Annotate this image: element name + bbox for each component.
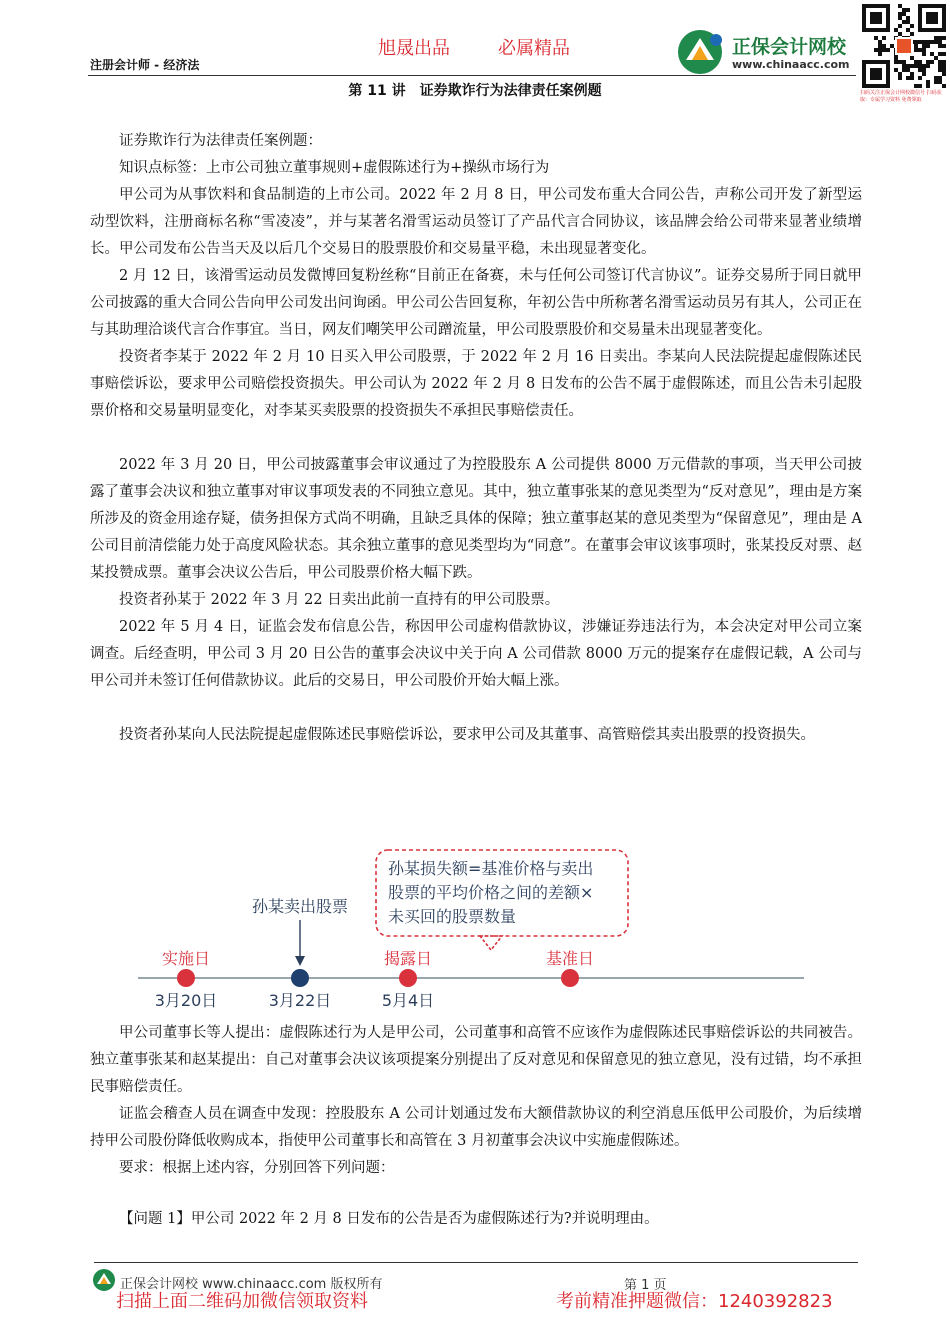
slogan-right: 必属精品 — [498, 38, 570, 59]
paragraph: 2 月 12 日，该滑雪运动员发微博回复粉丝称“目前正在备赛，未与任何公司签订代言协议”。证券交易所于同日就甲公司披露的重大合同公告向甲公司发出问询函。甲公司公告回复称，年初公告中所称著名滑雪运动员另有其人，公司正在与其助理洽谈代言合作事宜。当日，网友们嘲笑甲公司蹭流量，甲公司股票股价和交易量未出现显著变化。 — [90, 268, 862, 338]
formula-pointer-icon — [480, 936, 502, 950]
paragraph: 甲公司董事长等人提出：虚假陈述行为人是甲公司，公司董事和高管不应该作为虚假陈述民事赔偿诉讼的共同被告。独立董事张某和赵某提出：自己对董事会决议该项提案分别提出了反对意见和保留意见的独立意见，没有过错，均不承担民事赔偿责任。 — [90, 1025, 862, 1095]
paragraph: 投资者孙某于 2022 年 3 月 22 日卖出此前一直持有的甲公司股票。 — [119, 592, 560, 608]
paragraph: 知识点标签：上市公司独立董事规则+虚假陈述行为+操纵市场行为 — [119, 160, 550, 176]
paragraph: 证监会稽查人员在调查中发现：控股股东 A 公司计划通过发布大额借款协议的利空消息压低甲公司股价，为后续增持甲公司股份降低收购成本，指使甲公司董事长和高管在 3 月初董事会决议中实施虚假陈述。 — [90, 1106, 862, 1149]
sell-label: 孙某卖出股票 — [251, 897, 349, 916]
timeline-point-label: 揭露日 — [383, 949, 433, 968]
promo-right[interactable]: 考前精准押题微信：1240392823 — [556, 1291, 833, 1312]
case-text — [90, 128, 862, 749]
lecture-title: 第 11 讲 证券欺诈行为法律责任案例题 — [348, 83, 602, 99]
formula-line: 未买回的股票数量 — [388, 907, 517, 926]
paragraph: 要求：根据上述内容，分别回答下列问题： — [119, 1160, 395, 1176]
formula-line: 孙某损失额=基准价格与卖出 — [388, 859, 594, 878]
timeline-point-date: 3月20日 — [154, 991, 218, 1010]
timeline-point-label: 基准日 — [545, 949, 595, 968]
paragraph: 投资者李某于 2022 年 2 月 10 日买入甲公司股票，于 2022 年 2 月 16 日卖出。李某向人民法院提起虚假陈述民事赔偿诉讼，要求甲公司赔偿投资损失。甲公司认为 2022 年 2 月 8 日发布的公告不属于虚假陈述，而且公告未引起股票价格和交易量明显变化，对李某买卖股票的投资损失不承担民事赔偿责任。 — [90, 349, 862, 419]
paragraph: 甲公司为从事饮料和食品制造的上市公司。2022 年 2 月 8 日，甲公司发布重大合同公告，声称公司开发了新型运动型饮料，注册商标名称“雪凌凌”，并与某著名滑雪运动员签订了产品代言合同协议，该品牌会给公司带来显著业绩增长。甲公司发布公告当天及以后几个交易日的股票股价和交易量平稳，未出现显著变化。 — [90, 187, 862, 257]
formula-line: 股票的平均价格之间的差额× — [388, 883, 594, 902]
qr-code-icon[interactable] — [862, 4, 946, 88]
logo-name: 正保会计网校 — [732, 36, 847, 58]
paragraph: 2022 年 5 月 4 日，证监会发布信息公告，称因甲公司虚构借款协议，涉嫌证券违法行为，本会决定对甲公司立案调查。后经查明，甲公司 3 月 20 日公告的董事会决议中关于向 A 公司借款 8000 万元的提案存在虚假记载，A 公司与甲公司并未签订任何借款协议。此后的交易日，甲公司股价开始大幅上涨。 — [90, 619, 862, 689]
paragraph: 投资者孙某向人民法院提起虚假陈述民事赔偿诉讼，要求甲公司及其董事、高管赔偿其卖出股票的投资损失。 — [119, 727, 815, 743]
footer-copyright: 正保会计网校 www.chinaacc.com 版权所有 — [120, 1277, 383, 1292]
timeline-point — [561, 969, 579, 987]
logo-url: www.chinaacc.com — [732, 58, 850, 71]
down-arrow-icon — [295, 956, 305, 966]
paragraph: 2022 年 3 月 20 日，甲公司披露董事会审议通过了为控股股东 A 公司提供 8000 万元借款的事项，当天甲公司披露了董事会决议和独立董事对审议事项发表的不同独立意见。其中，独立董事张某的意见类型为“反对意见”，理由是方案所涉及的资金用途存疑，债务担保方式尚不明确，且缺乏具体的保障；独立董事赵某的意见类型为“保留意见”，理由是 A 公司目前清偿能力处于高度风险状态。其余独立董事的意见类型均为“同意”。在董事会审议该事项时，张某投反对票、赵某投赞成票。董事会决议公告后，甲公司股票价格大幅下跌。 — [90, 457, 862, 581]
timeline-diagram — [136, 846, 806, 1016]
timeline-point-date: 3月22日 — [268, 991, 332, 1010]
question-1: 【问题 1】甲公司 2022 年 2 月 8 日发布的公告是否为虚假陈述行为?并说明理由。 — [119, 1211, 659, 1227]
footer-divider — [94, 1262, 858, 1263]
timeline-point-label: 实施日 — [161, 949, 211, 968]
slogan-left: 旭晟出品 — [378, 38, 450, 59]
course-name: 注册会计师 - 经济法 — [90, 58, 200, 72]
footer-logo-icon — [92, 1268, 116, 1292]
page-number: 第 1 页 — [624, 1278, 667, 1293]
timeline-point — [399, 969, 417, 987]
promo-left[interactable]: 扫描上面二维码加微信领取资料 — [116, 1291, 368, 1312]
qr-caption: 扫码关注正保会计网校微信号 扫码获取：专属学习资料 免费领取 — [860, 90, 942, 103]
timeline-point — [291, 969, 309, 987]
brand-logo[interactable] — [676, 28, 858, 76]
logo-mark-icon — [676, 28, 728, 76]
paragraph: 证券欺诈行为法律责任案例题： — [119, 133, 322, 149]
header-divider — [88, 75, 856, 76]
timeline-point-date: 5月4日 — [381, 991, 435, 1010]
timeline-point — [177, 969, 195, 987]
questions-text — [90, 1020, 862, 1233]
